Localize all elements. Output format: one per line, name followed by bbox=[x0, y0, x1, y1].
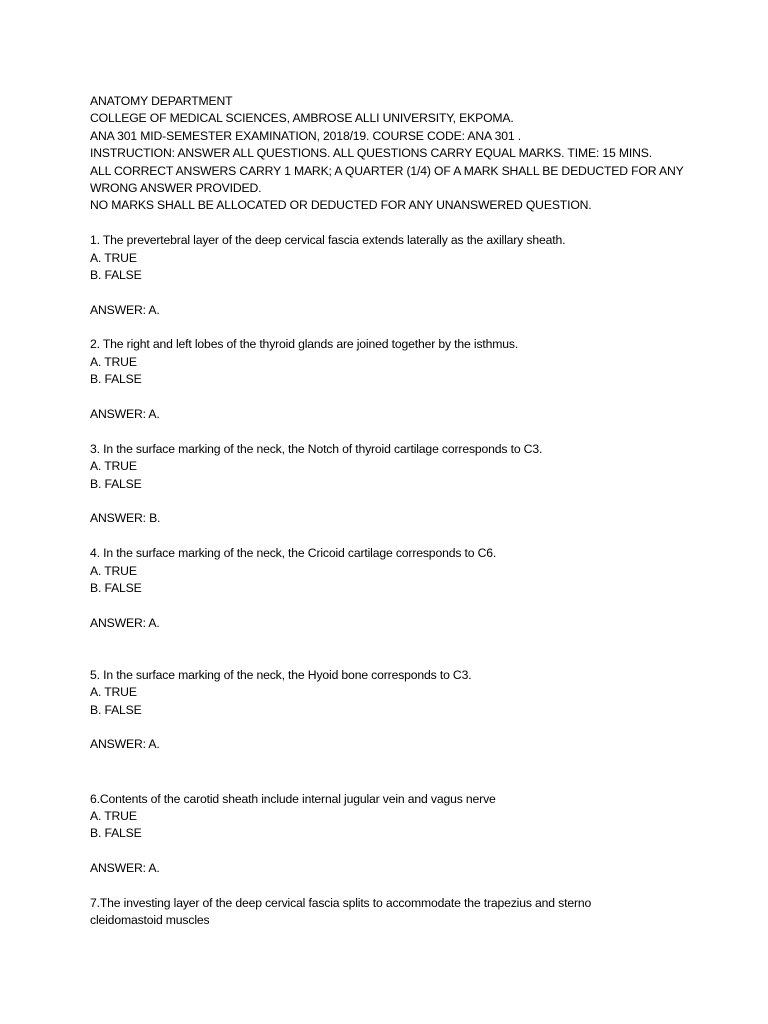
option-a: A. TRUE bbox=[90, 563, 137, 578]
option-b: B. FALSE bbox=[90, 267, 142, 282]
question-text: 7.The investing layer of the deep cervical fascia splits to accommodate the trapezius and sterno bbox=[90, 896, 592, 910]
option-b: B. FALSE bbox=[90, 476, 142, 491]
option-a: A. TRUE bbox=[90, 250, 137, 265]
answer: ANSWER: A. bbox=[90, 407, 160, 422]
instruction-line: INSTRUCTION: ANSWER ALL QUESTIONS. ALL QUESTIONS CARRY EQUAL MARKS. TIME: 15 MINS. bbox=[90, 146, 652, 161]
question-text: 6.Contents of the carotid sheath include internal jugular vein and vagus nerve bbox=[90, 791, 496, 806]
marking-rule-line: ALL CORRECT ANSWERS CARRY 1 MARK; A QUARTER (1/4) OF A MARK SHALL BE DEDUCTED FOR ANY bbox=[90, 163, 684, 178]
answer: ANSWER: A. bbox=[90, 737, 160, 752]
answer: ANSWER: A. bbox=[90, 302, 160, 317]
question-2 bbox=[90, 336, 768, 423]
question-6 bbox=[90, 791, 768, 878]
unanswered-rule: NO MARKS SHALL BE ALLOCATED OR DEDUCTED FOR ANY UNANSWERED QUESTION. bbox=[90, 198, 592, 213]
question-text: 3. In the surface marking of the neck, the Notch of thyroid cartilage corresponds to C3. bbox=[90, 441, 543, 456]
exam-header bbox=[90, 93, 768, 215]
answer: ANSWER: A. bbox=[90, 615, 160, 630]
question-1 bbox=[90, 232, 768, 319]
question-5 bbox=[90, 667, 768, 754]
college-name: COLLEGE OF MEDICAL SCIENCES, AMBROSE ALLI UNIVERSITY, EKPOMA. bbox=[90, 111, 514, 126]
marking-rule-line-cont: WRONG ANSWER PROVIDED. bbox=[90, 180, 262, 195]
exam-title: ANA 301 MID-SEMESTER EXAMINATION, 2018/19. COURSE CODE: ANA 301 . bbox=[90, 128, 521, 143]
question-text: 1. The prevertebral layer of the deep cervical fascia extends laterally as the axillary sheath. bbox=[90, 233, 566, 248]
option-b: B. FALSE bbox=[90, 826, 142, 841]
department-title: ANATOMY DEPARTMENT bbox=[90, 94, 233, 108]
option-a: A. TRUE bbox=[90, 354, 137, 369]
question-text: 2. The right and left lobes of the thyroid glands are joined together by the isthmus. bbox=[90, 337, 519, 352]
option-b: B. FALSE bbox=[90, 580, 142, 595]
question-3 bbox=[90, 441, 768, 528]
question-text: 5. In the surface marking of the neck, the Hyoid bone corresponds to C3. bbox=[90, 667, 472, 682]
option-a: A. TRUE bbox=[90, 459, 137, 474]
question-text: 4. In the surface marking of the neck, the Cricoid cartilage corresponds to C6. bbox=[90, 546, 497, 561]
question-7 bbox=[90, 895, 768, 930]
question-4 bbox=[90, 545, 768, 632]
option-b: B. FALSE bbox=[90, 372, 142, 387]
question-text-cont: cleidomastoid muscles bbox=[90, 913, 210, 928]
option-b: B. FALSE bbox=[90, 702, 142, 717]
answer: ANSWER: B. bbox=[90, 511, 161, 526]
answer: ANSWER: A. bbox=[90, 861, 160, 876]
option-a: A. TRUE bbox=[90, 809, 137, 824]
option-a: A. TRUE bbox=[90, 685, 137, 700]
